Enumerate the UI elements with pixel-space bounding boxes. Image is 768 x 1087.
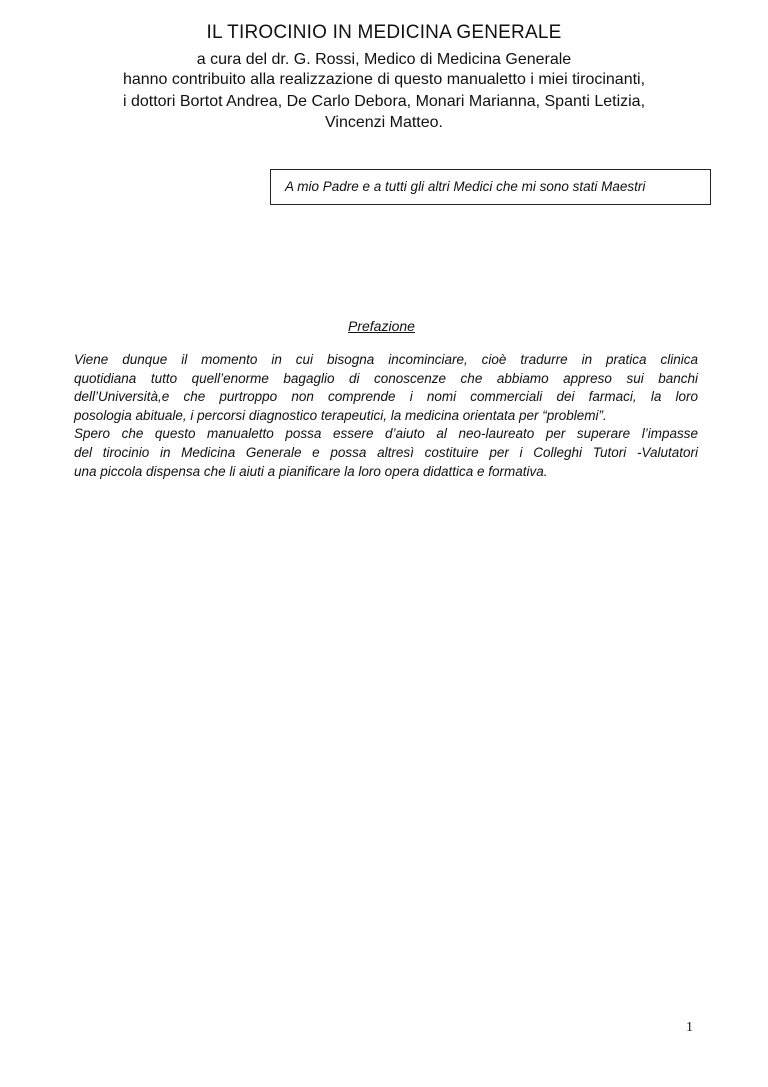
preface-body [74, 351, 698, 481]
dedication-box: A mio Padre e a tutti gli altri Medici che mi sono stati Maestri [270, 169, 711, 205]
preface-line: posologia abituale, i percorsi diagnostico terapeutici, la medicina orientata per “problemi”. [74, 407, 607, 423]
author-line: a cura del dr. G. Rossi, Medico di Medicina Generale [196, 51, 572, 68]
preface-line: una piccola dispensa che li aiuti a pianificare la loro opera didattica e formativa. [74, 463, 548, 479]
contributors-line-2: i dottori Bortot Andrea, De Carlo Debora, Monari Marianna, Spanti Letizia, [122, 93, 646, 110]
preface-line: dell’Università,e che purtroppo non comprende i nomi commerciali dei farmaci, la loro [74, 389, 698, 405]
page-number: 1 [686, 1020, 693, 1035]
preface-line: quotidiana tutto quell’enorme bagaglio di conoscenze che abbiamo appreso sui banchi [74, 370, 698, 386]
preface-line: del tirocinio in Medicina Generale e possa altresì costituire per i Colleghi Tutori -Valutatori [74, 444, 698, 460]
preface-line: Viene dunque il momento in cui bisogna incominciare, cioè tradurre in pratica clinica [74, 352, 698, 367]
preface-line: Spero che questo manualetto possa essere d’aiuto al neo-laureato per superare l’impasse [74, 426, 698, 442]
document-title: IL TIROCINIO IN MEDICINA GENERALE [206, 22, 562, 43]
contributors-line-3: Vincenzi Matteo. [325, 114, 443, 131]
contributors-line-1: hanno contribuito alla realizzazione di questo manualetto i miei tirocinanti, [122, 71, 646, 88]
preface-heading: Prefazione [348, 318, 415, 334]
